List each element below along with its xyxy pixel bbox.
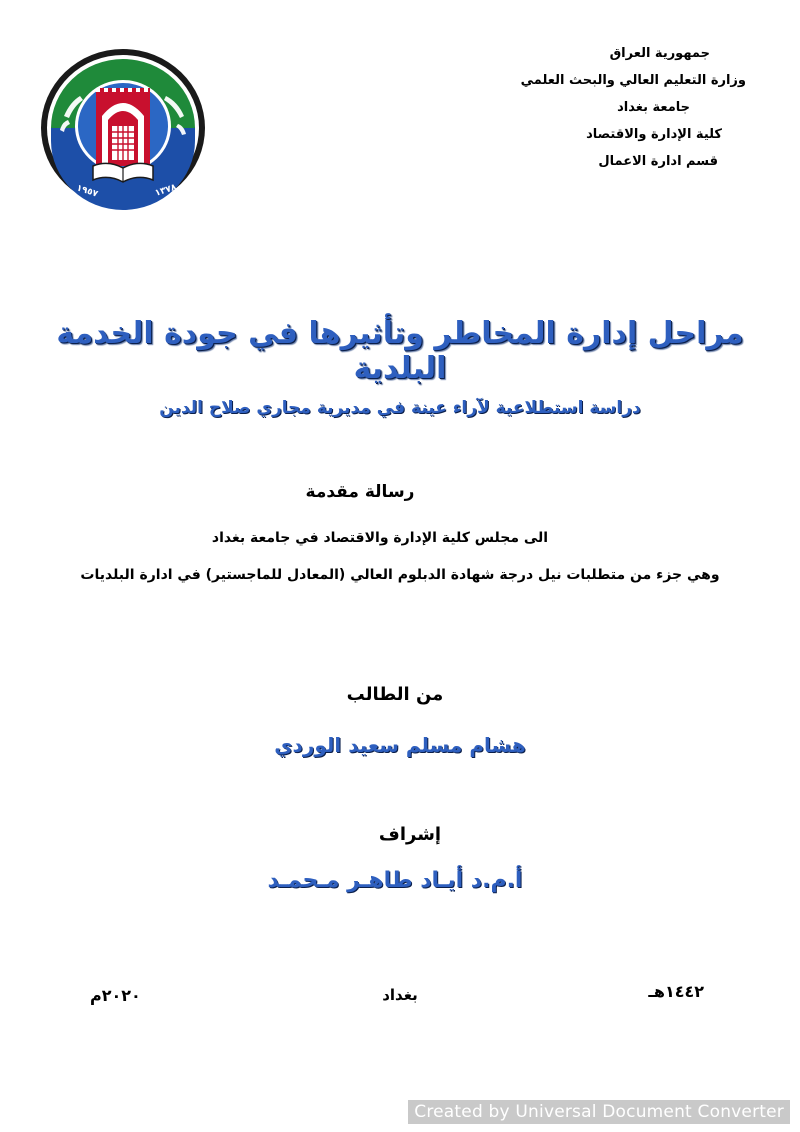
supervision-label: إشراف (378, 824, 442, 845)
country-line: جمهورية العراق (609, 46, 710, 61)
department-line: قسم ادارة الاعمال (598, 154, 718, 169)
hijri-year: ١٤٤٢هـ (648, 982, 704, 1001)
college-line: كلية الإدارة والاقتصاد (586, 127, 722, 142)
thesis-heading: رسالة مقدمة (305, 482, 415, 502)
svg-text:١٣٧٨: ١٣٧٨ (153, 182, 178, 199)
converter-watermark: Created by Universal Document Converter (408, 1100, 790, 1124)
thesis-title: مراحل إدارة المخاطر وتأثيرها في جودة الخدمة البلدية (56, 316, 744, 386)
svg-text:١٩٥٧: ١٩٥٧ (75, 183, 100, 200)
university-line: جامعة بغداد (617, 100, 690, 115)
university-seal-logo (38, 46, 208, 210)
requirement-line: وهي جزء من متطلبات نيل درجة شهادة الدبلوم العالي (المعادل للماجستير) في ادارة البلديات (80, 567, 720, 583)
ministry-line: وزارة التعليم العالي والبحث العلمي (520, 73, 746, 88)
student-label: من الطالب (346, 684, 444, 705)
gregorian-year: ٢٠٢٠م (90, 986, 141, 1005)
submission-line: الى مجلس كلية الإدارة والاقتصاد في جامعة بغداد (211, 530, 549, 546)
institution-header (386, 40, 746, 175)
supervisor-name: أ.م.د أيـاد طاهـر مـحمـد (267, 868, 523, 893)
student-name: هشام مسلم سعيد الوردي (274, 733, 526, 757)
thesis-subtitle: دراسة استطلاعية لآراء عينة في مديرية مجاري صلاح الدين (159, 398, 641, 418)
city: بغداد (382, 986, 418, 1004)
